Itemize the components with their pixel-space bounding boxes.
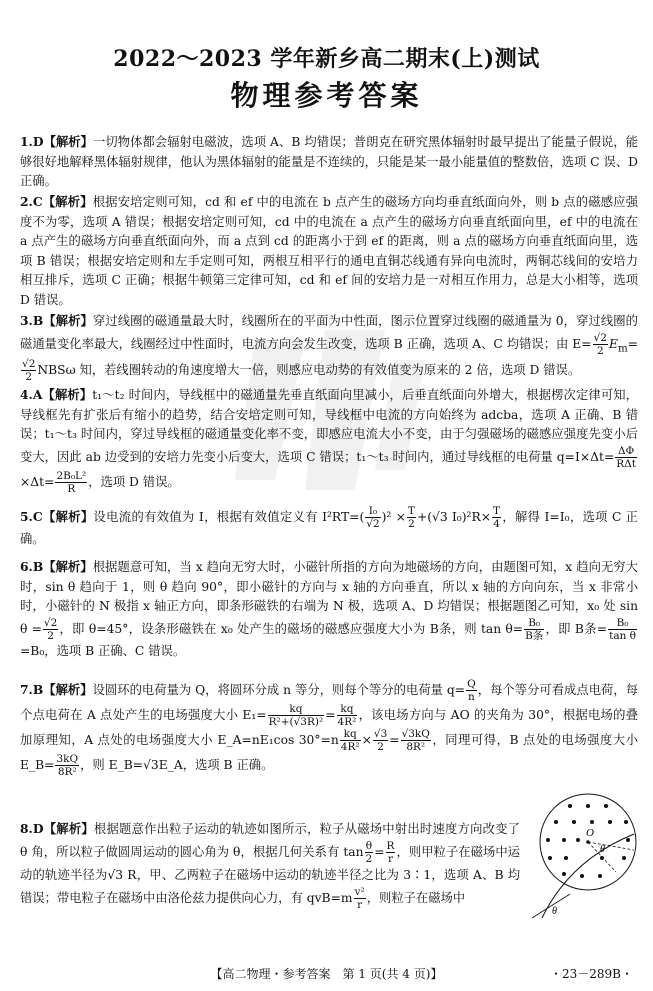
fraction: $\frac{Q}{n}$: [467, 678, 476, 703]
answer-6: 6.B【解析】根据题意可知，当 x 趋向无穷大时，小磁针所指的方向为地磁场的方向，由题图可知，x 趋向无穷大时，sin θ 趋向于 1，则 θ 趋向 90°，即小磁针的方向与 x 轴的方向垂直，所以 x 轴的方向向东，当 x 非常小时，小磁针的 N 极指 x 轴正方向，即条形磁铁的右端为 N 极，选项 A、D 均错误；根据题图乙可知，x₀ 处 sin θ = $\frac{√2}{2}$ ，即 θ=45°，设条形磁铁在 x₀ 处产生的磁场的磁感应强度大小为 B条，则 tan θ= $\frac{\text{B₀}}{\text{B条}}$ ，即 B条= $\frac{\text{B₀}}{\text{tan θ}}$ =B₀，选项 B 正确、C 错误。: [20, 559, 638, 658]
answer-8: 8.D【解析】根据题意作出粒子运动的轨迹如图所示，粒子从磁场中射出时速度方向改变了 θ 角，所以粒子做圆周运动的圆心角为 θ，根据几何关系有 tan $\frac{\theta}{2}$ = $\frac{R}{r}$ ，则甲粒子在磁场中运动的轨迹半径为√3 R，甲、乙两粒子在磁场中运动的轨迹半径之比为 3∶1，选项 A、B 均错误；带电粒子在磁场中由洛伦兹力提供向心力，有 qvB=m $\frac{\text{v²}}{r}$ ，则粒子在磁场中: [20, 821, 520, 911]
answer-5: 5.C【解析】设电流的有效值为 I，根据有效值定义有 I²RT=( $\frac{\text{I₀}}{√2}$ )² × $\frac{T}{2}$ +(√3 I₀)²R× $\frac{T}{4}$ ，解得 I=I₀，选项 C 正确。: [20, 505, 638, 546]
fraction: $\frac{√3}{2}$: [373, 728, 388, 753]
fraction: $\frac{3kQ}{\text{8R²}}$: [56, 753, 79, 778]
fraction: $\frac{T}{2}$: [407, 505, 415, 530]
fraction: $\frac{\text{B₀}}{\text{B条}}$: [525, 616, 544, 642]
answer-4: 4.A【解析】t₁～t₂ 时间内，导线框中的磁通量先垂直纸面向里减小，后垂直纸面向外增大，根据楞次定律可知，导线框先有扩张后有缩小的趋势，结合安培定则可知，导线框中电流的方向始终为 adcba，选项 A 正确、B 错误；t₁～t₃ 时间内，穿过导线框的磁通量变化率不变，即感应电流大小不变，由于匀强磁场的磁感应强度先变小后变大，因此 ab 边受到的安培力先变小后变大，选项 C 错误；t₁～t₃ 时间内，通过导线框的电荷量 q=I×Δt= $\frac{\Delta\Phi}{\text{RΔt}}$ ×Δt= $\frac{\text{2B₀L²}}{R}$ ，选项 D 错误。: [20, 387, 638, 495]
fraction: $\frac{√3kQ}{\text{8R²}}$: [401, 728, 430, 753]
fraction: $\frac{√2}{2}$: [22, 358, 36, 384]
fraction: $\frac{\theta}{2}$: [365, 840, 373, 865]
answer-1: 1.D【解析】一切物体都会辐射电磁波，选项 A、B 均错误；普朗克在研究黑体辐射时最早提出了能量子假说，能够很好地解释黑体辐射规律，他认为黑体辐射的能量是不连续的，只能是某一最小能量值的整数倍，选项 C 误、D 正确。: [20, 134, 638, 188]
magnetic-field-figure: [530, 790, 638, 920]
fraction: $\frac{\text{v²}}{r}$: [354, 886, 365, 911]
answer-2: 2.C【解析】根据安培定则可知，cd 和 ef 中的电流在 b 点产生的磁场方向均垂直纸面向外，则 b 点的磁感应强度不为零，选项 A 错误；根据安培定则可知，cd 中的电流在 a 点产生的磁场方向垂直纸面向里，ef 中的电流在 a 点产生的磁场方向垂直纸面向外，而 a 点到 cd 的距离小于到 ef 的距离，则 a 点的磁场方向垂直纸面向里，选项 B 错误；根据安培定则和左手定则可知，两根互相平行的通电直铜芯线通有异向电流时，两铜芯线间的安培力相互排斥，选项 C 正确；根据牛顿第三定律可知，cd 和 ef 间的安培力是一对相互作用力，总是大小相等，选项 D 错误。: [20, 194, 638, 307]
page-subtitle: 物理参考答案: [230, 79, 423, 112]
answer-7: 7.B【解析】设圆环的电荷量为 Q，将圆环分成 n 等分，则每个等分的电荷量 q= $\frac{Q}{n}$ ，每个等分可看成点电荷，每个点电荷在 A 点处产生的电场强度大小 E₁= $\frac{kq}{\text{R²+(√3R)²}}$ = $\frac{kq}{\text{4R²}}$ ，该电场方向与 AO 的夹角为 30°，根据电场的叠加原理知，A 点处的电场强度大小 E_A=nE₁cos 30°=n $\frac{kq}{\text{4R²}}$ × $\frac{√3}{2}$ = $\frac{√3kQ}{\text{8R²}}$ ，同理可得，B 点处的电场强度大小 E_B= $\frac{3kQ}{\text{8R²}}$ ，则 E_B=√3E_A，选项 B 正确。: [20, 678, 638, 778]
fraction: $\frac{\text{B₀}}{\text{tan θ}}$: [609, 616, 636, 642]
answer-3: 3.B【解析】穿过线圈的磁通量最大时，线圈所在的平面为中性面，图示位置穿过线圈的磁通量为 0，穿过线圈的磁通量变化率最大，线圈经过中性面时，电流方向会发生改变，选项 B 正确，选项 A、C 均错误；由 E= $\frac{√2}{2}$ $E_m=$ $\frac{√2}{2}$ NBSω 知，若线圈转动的角速度增大一倍，则感应电动势的有效值变为原来的 2 倍，选项 D 错误。: [20, 313, 638, 384]
fraction: $\frac{√2}{2}$: [43, 616, 58, 642]
fraction: $\frac{\text{I₀}}{√2}$: [366, 505, 380, 530]
label-o: O: [586, 827, 594, 839]
fraction: $\frac{T}{4}$: [493, 505, 501, 530]
label-theta-2: θ: [552, 906, 557, 917]
fraction: $\frac{√2}{2}$: [593, 331, 607, 357]
fraction: $\frac{R}{r}$: [386, 840, 395, 865]
footer-code: ・23－289B・: [550, 967, 633, 981]
page-title: 2022～2023 学年新乡高二期末(上)测试: [113, 46, 540, 72]
label-theta: θ: [600, 844, 605, 855]
fraction: $\frac{kq}{\text{4R²}}$: [340, 728, 360, 753]
footer-page-info: 【高二物理・参考答案 第 1 页(共 4 页)】: [210, 967, 443, 981]
fraction: $\frac{\Delta\Phi}{\text{RΔt}}$: [616, 444, 636, 470]
fraction: $\frac{\text{2B₀L²}}{R}$: [56, 469, 87, 495]
fraction: $\frac{kq}{\text{4R²}}$: [337, 703, 357, 728]
fraction: $\frac{kq}{\text{R²+(√3R)²}}$: [268, 703, 324, 728]
